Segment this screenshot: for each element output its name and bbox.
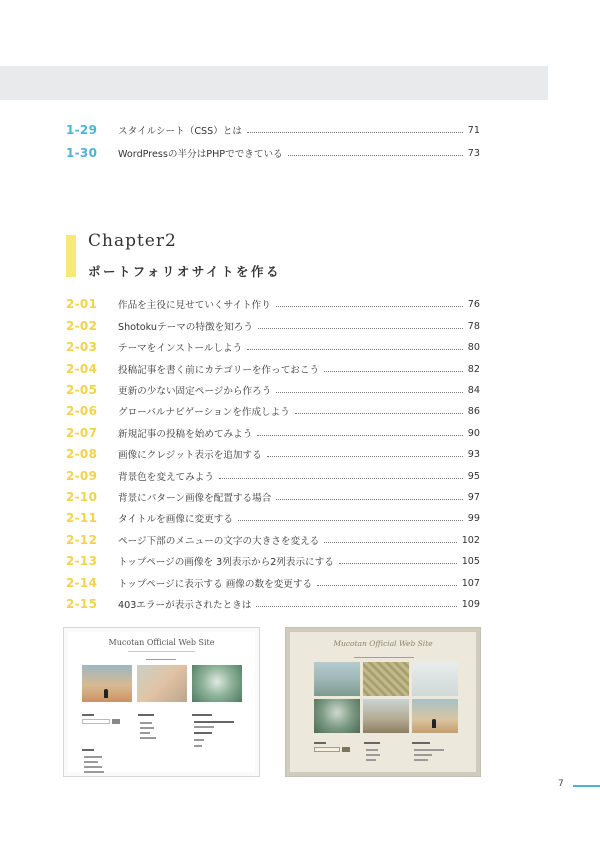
toc-title: 作品を主役に見せていくサイト作り: [118, 300, 271, 311]
toc-leader-dots: [324, 542, 456, 543]
list-text: [194, 726, 214, 728]
toc-title: グローバルナビゲーションを作成しよう: [118, 407, 290, 418]
toc-number: 2-08: [66, 447, 98, 461]
thumbnail-image: [363, 699, 409, 733]
thumbnail-image: [137, 665, 187, 702]
person-silhouette: [432, 719, 436, 728]
toc-entry[interactable]: [66, 403, 480, 419]
toc-title: タイトルを画像に変更する: [118, 514, 233, 525]
search-field: [82, 719, 110, 724]
list-text: [194, 739, 204, 741]
widget-heading: [364, 742, 380, 744]
toc-entry[interactable]: [66, 553, 480, 569]
toc-number: 2-10: [66, 490, 98, 504]
toc-number: 2-11: [66, 511, 98, 525]
list-text: [194, 732, 212, 734]
toc-number: 2-05: [66, 383, 98, 397]
toc-page: 73: [467, 147, 480, 159]
toc-number: 2-02: [66, 319, 98, 333]
toc-title: 背景色を変えてみよう: [118, 472, 214, 483]
toc-title: テーマをインストールしよう: [118, 343, 243, 354]
list-text: [84, 766, 102, 768]
toc-number: 2-13: [66, 554, 98, 568]
nav-text: [354, 657, 414, 658]
site-title: Mucotan Official Web Site: [108, 638, 215, 647]
tagline-rule: [128, 651, 195, 652]
list-text: [84, 771, 104, 773]
toc-leader-dots: [276, 392, 462, 393]
toc-leader-dots: [288, 155, 463, 156]
toc-title: Shotokuテーマの特徴を知ろう: [118, 322, 253, 333]
toc-title: 更新の少ない固定ページから作ろう: [118, 386, 272, 397]
list-text: [366, 759, 376, 761]
thumbnail-image: [363, 662, 409, 696]
list-text: [194, 721, 234, 723]
toc-entry[interactable]: [66, 318, 480, 334]
toc-page: 86: [467, 405, 480, 417]
toc-number: 2-07: [66, 426, 98, 440]
toc-entry[interactable]: [66, 122, 480, 138]
toc-page: 95: [467, 470, 480, 482]
toc-leader-dots: [258, 328, 463, 329]
toc-entry[interactable]: [66, 532, 480, 548]
list-text: [84, 761, 98, 763]
toc-page: 102: [461, 534, 480, 546]
list-text: [140, 727, 154, 729]
list-text: [366, 749, 378, 751]
toc-page: 105: [461, 555, 480, 567]
toc-leader-dots: [256, 606, 456, 607]
widget-heading: [138, 714, 154, 716]
toc-title: ページ下部のメニューの文字の大きさを変える: [118, 536, 320, 547]
toc-entry[interactable]: [66, 468, 480, 484]
site-title-script: Mucotan Official Web Site: [333, 639, 433, 648]
person-silhouette: [104, 689, 108, 698]
toc-entry[interactable]: [66, 339, 480, 355]
thumbnail-image: [314, 662, 360, 696]
widget-heading: [82, 714, 94, 716]
toc-leader-dots: [247, 132, 463, 133]
toc-page: 76: [467, 298, 480, 310]
toc-entry[interactable]: [66, 361, 480, 377]
nav-text: [146, 659, 176, 660]
toc-number: 2-14: [66, 576, 98, 590]
list-text: [414, 749, 444, 751]
list-text: [140, 732, 150, 734]
toc-number: 2-01: [66, 297, 98, 311]
toc-page: 99: [467, 512, 480, 524]
toc-page: 97: [467, 491, 480, 503]
list-text: [140, 722, 152, 724]
toc-page: 82: [467, 363, 480, 375]
thumbnail-image: [412, 699, 458, 733]
toc-entry[interactable]: [66, 446, 480, 462]
toc-page: 80: [467, 341, 480, 353]
toc-title: 403エラーが表示されたときは: [118, 600, 252, 611]
toc-leader-dots: [267, 456, 463, 457]
website-screenshot-white: [63, 627, 260, 777]
thumbnail-image: [192, 665, 242, 702]
toc-page: 93: [467, 448, 480, 460]
toc-leader-dots: [324, 371, 463, 372]
toc-entry[interactable]: [66, 489, 480, 505]
chapter-label: Chapter2: [88, 231, 177, 251]
toc-leader-dots: [247, 349, 463, 350]
toc-page: 90: [467, 427, 480, 439]
toc-title: 背景にパターン画像を配置する場合: [118, 493, 272, 504]
list-text: [366, 754, 380, 756]
toc-title: WordPressの半分はPHPでできている: [118, 149, 283, 160]
toc-number: 2-04: [66, 362, 98, 376]
widget-heading: [412, 742, 430, 744]
list-text: [414, 754, 432, 756]
toc-entry[interactable]: [66, 145, 480, 161]
toc-leader-dots: [238, 520, 463, 521]
toc-leader-dots: [219, 478, 463, 479]
toc-title: 画像にクレジット表示を追加する: [118, 450, 262, 461]
toc-leader-dots: [295, 413, 463, 414]
thumbnail-image: [412, 662, 458, 696]
toc-leader-dots: [257, 435, 462, 436]
screenshot-canvas: [68, 632, 255, 772]
search-button: [112, 719, 120, 724]
toc-entry[interactable]: [66, 382, 480, 398]
toc-leader-dots: [276, 306, 463, 307]
toc-entry[interactable]: [66, 425, 480, 441]
page-number-rule: [573, 785, 600, 787]
toc-title: 新規記事の投稿を始めてみよう: [118, 429, 253, 440]
toc-number: 2-03: [66, 340, 98, 354]
list-text: [194, 745, 202, 747]
toc-page: 78: [467, 320, 480, 332]
chapter-accent-bar: [66, 235, 76, 277]
thumbnail-image: [82, 665, 132, 702]
toc-number: 1-29: [66, 123, 98, 137]
widget-heading: [192, 714, 212, 716]
toc-page: 71: [467, 124, 480, 136]
widget-heading: [314, 742, 326, 744]
chapter-title: ポートフォリオサイトを作る: [88, 264, 282, 279]
toc-entry[interactable]: [66, 575, 480, 591]
toc-title: トップページの画像を 3列表示から2列表示にする: [118, 557, 334, 568]
toc-number: 2-06: [66, 404, 98, 418]
toc-page: 107: [461, 577, 480, 589]
search-button: [342, 747, 350, 752]
toc-title: トップページに表示する 画像の数を変更する: [118, 579, 313, 590]
toc-entry[interactable]: [66, 596, 480, 612]
toc-number: 2-15: [66, 597, 98, 611]
list-text: [84, 756, 102, 758]
toc-number: 2-09: [66, 469, 98, 483]
toc-entry[interactable]: [66, 296, 480, 312]
toc-leader-dots: [339, 563, 457, 564]
widget-heading: [82, 749, 94, 751]
toc-entry[interactable]: [66, 510, 480, 526]
thumbnail-image: [314, 699, 360, 733]
website-screenshot-beige: [285, 627, 481, 777]
toc-title: スタイルシート（CSS）とは: [118, 126, 242, 137]
toc-page: 84: [467, 384, 480, 396]
search-field: [314, 747, 340, 752]
list-text: [414, 759, 428, 761]
toc-number: 2-12: [66, 533, 98, 547]
page-number: 7: [558, 779, 564, 789]
header-band: [0, 66, 548, 100]
toc-title: 投稿記事を書く前にカテゴリーを作っておこう: [118, 365, 320, 376]
toc-leader-dots: [276, 499, 462, 500]
list-text: [140, 737, 156, 739]
toc-page: 109: [461, 598, 480, 610]
toc-number: 1-30: [66, 146, 98, 160]
toc-leader-dots: [317, 585, 457, 586]
screenshot-canvas: [290, 632, 476, 772]
